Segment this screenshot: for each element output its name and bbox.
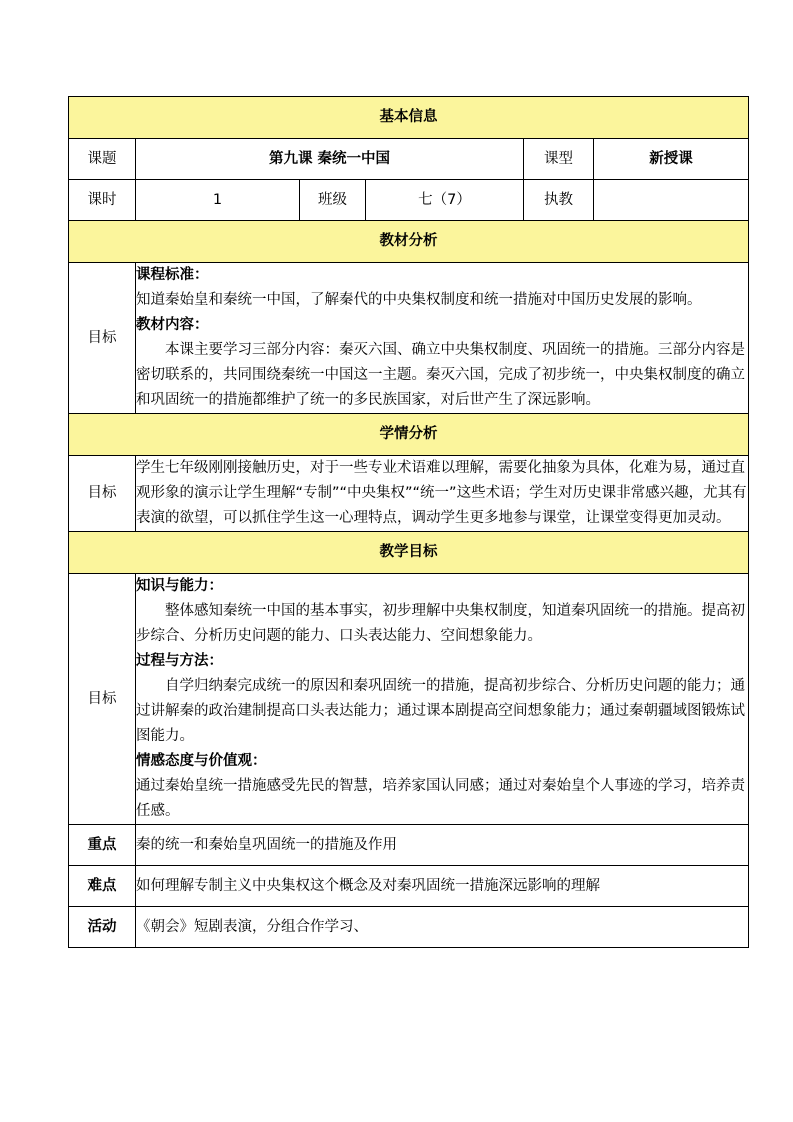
student-row-label: 目标 [69, 456, 136, 532]
textbook-content-text: 本课主要学习三部分内容：秦灭六国、确立中央集权制度、巩固统一的措施。三部分内容是密切联系的，共同围绕秦统一中国这一主题。秦灭六国，完成了初步统一，中央集权制度的确立和巩固统一的措施都维护了统一的多民族国家，对后世产生了深远影响。 [136, 342, 745, 408]
textbook-content-title: 教材内容： [136, 317, 209, 333]
emotion-text: 通过秦始皇统一措施感受先民的智慧，培养家国认同感；通过对秦始皇个人事迹的学习，培养责任感。 [136, 778, 745, 819]
activity-text: 《朝会》短剧表演，分组合作学习、 [136, 907, 749, 948]
lesson-label: 课题 [69, 139, 136, 180]
lesson-plan-table [68, 96, 749, 948]
teacher-value [594, 180, 749, 221]
textbook-analysis-content [136, 263, 749, 414]
process-text: 自学归纳秦完成统一的原因和秦巩固统一的措施，提高初步综合、分析历史问题的能力；通过讲解秦的政治建制提高口头表达能力；通过课本剧提高空间想象能力；通过秦朝疆域图锻炼试图能力。 [136, 678, 745, 744]
lesson-value: 第九课 秦统一中国 [136, 139, 524, 180]
student-analysis-header: 学情分析 [69, 414, 749, 456]
goals-row-label: 目标 [69, 574, 136, 825]
basic-info-header: 基本信息 [69, 97, 749, 139]
textbook-row-label: 目标 [69, 263, 136, 414]
teaching-goals-header: 教学目标 [69, 532, 749, 574]
activity-label: 活动 [69, 907, 136, 948]
key-point-label: 重点 [69, 825, 136, 866]
difficulty-label: 难点 [69, 866, 136, 907]
difficulty-text: 如何理解专制主义中央集权这个概念及对秦巩固统一措施深远影响的理解 [136, 866, 749, 907]
type-value: 新授课 [594, 139, 749, 180]
process-title: 过程与方法： [136, 653, 223, 669]
textbook-analysis-header: 教材分析 [69, 221, 749, 263]
emotion-title: 情感态度与价值观： [136, 753, 267, 769]
knowledge-title: 知识与能力： [136, 578, 223, 594]
class-label: 班级 [300, 180, 366, 221]
key-point-text: 秦的统一和秦始皇巩固统一的措施及作用 [136, 825, 749, 866]
hours-label: 课时 [69, 180, 136, 221]
curriculum-standard-text: 知道秦始皇和秦统一中国，了解秦代的中央集权制度和统一措施对中国历史发展的影响。 [136, 292, 702, 308]
type-label: 课型 [524, 139, 594, 180]
hours-value: 1 [136, 180, 300, 221]
class-value: 七（7） [366, 180, 524, 221]
curriculum-standard-title: 课程标准： [136, 267, 209, 283]
teaching-goals-content [136, 574, 749, 825]
teacher-label: 执教 [524, 180, 594, 221]
knowledge-text: 整体感知秦统一中国的基本事实，初步理解中央集权制度，知道秦巩固统一的措施。提高初步综合、分析历史问题的能力、口头表达能力、空间想象能力。 [136, 603, 745, 644]
student-analysis-text: 学生七年级刚刚接触历史，对于一些专业术语难以理解，需要化抽象为具体，化难为易，通过直观形象的演示让学生理解“专制”“中央集权”“统一”这些术语；学生对历史课非常感兴趣，尤其有表演的欲望，可以抓住学生这一心理特点，调动学生更多地参与课堂，让课堂变得更加灵动。 [136, 456, 749, 532]
